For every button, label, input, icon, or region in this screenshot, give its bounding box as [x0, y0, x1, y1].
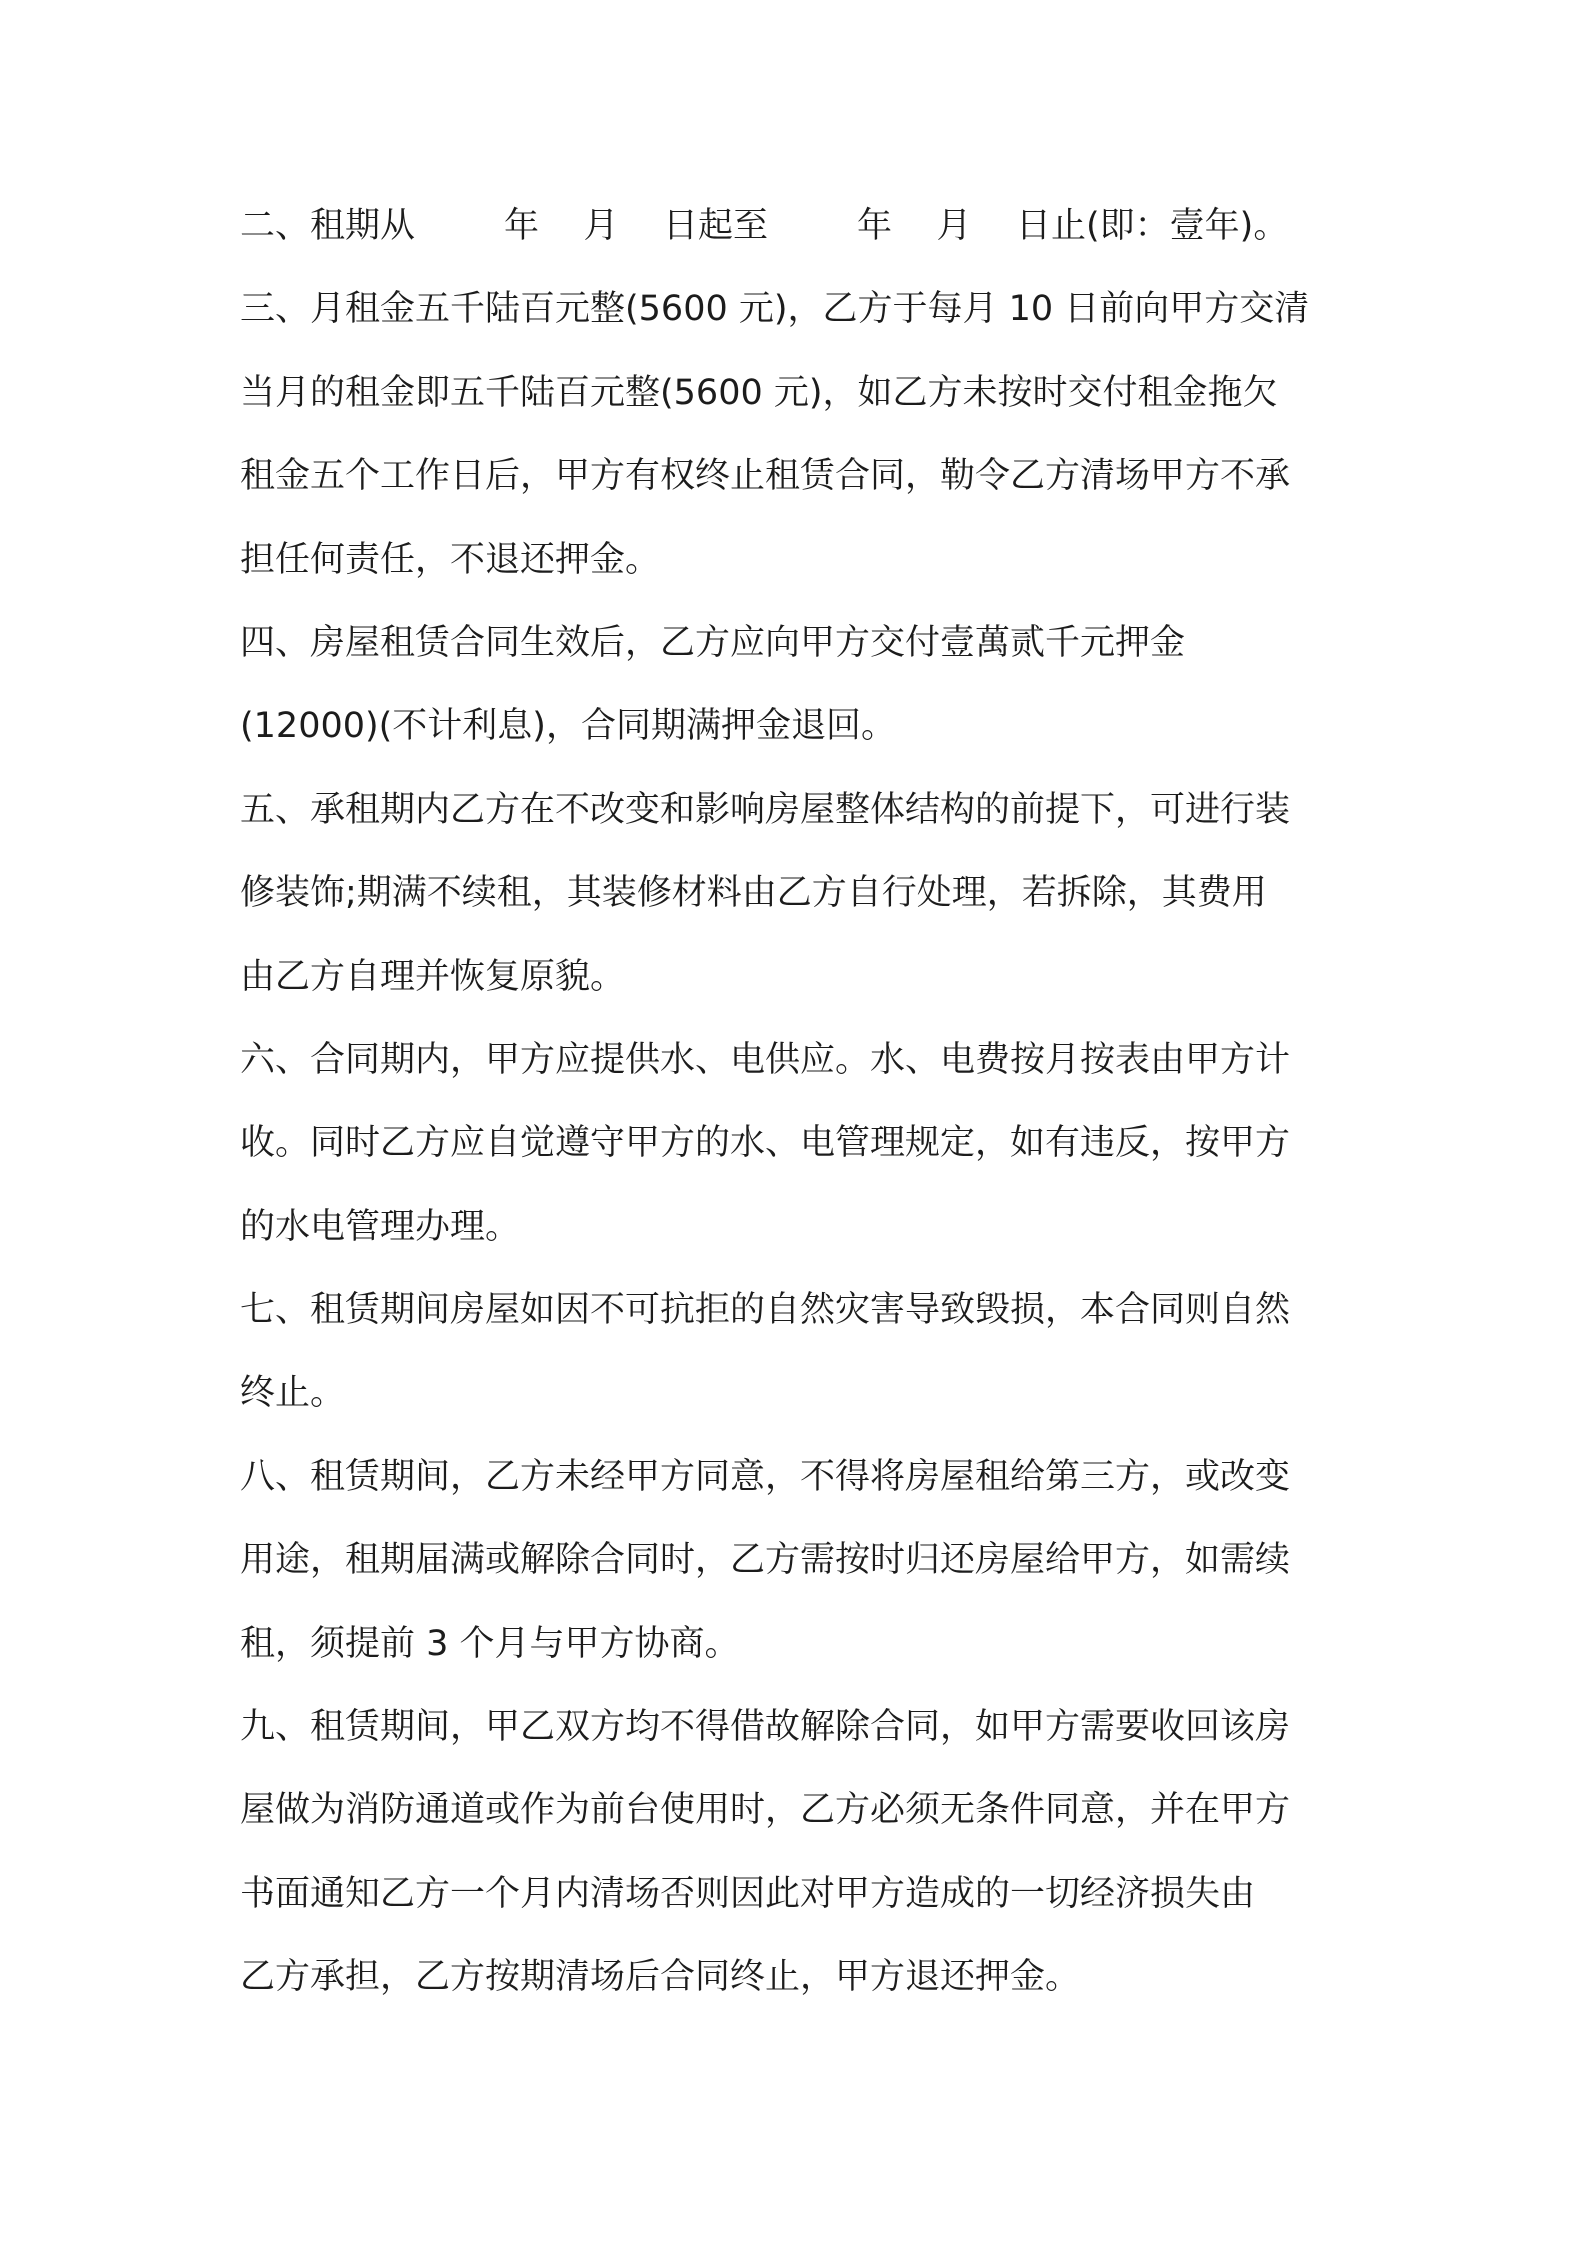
clause-2: [240, 185, 1360, 268]
text-line: 收。同时乙方应自觉遵守甲方的水、电管理规定，如有违反，按甲方: [240, 1123, 1291, 1164]
text-line: 九、租赁期间，甲乙双方均不得借故解除合同，如甲方需要收回该房: [240, 1707, 1291, 1748]
text-line: 担任何责任，不退还押金。: [240, 539, 661, 580]
text-line: (12000)(不计利息)，合同期满押金退回。: [240, 706, 896, 747]
text-line: 书面通知乙方一个月内清场否则因此对甲方造成的一切经济损失由: [240, 1873, 1256, 1914]
text-line: 二、租期从 年 月 日起至 年 月 日止(即：壹年)。: [240, 206, 1289, 246]
text-line: 当月的租金即五千陆百元整(5600 元)，如乙方未按时交付租金拖欠: [240, 372, 1278, 413]
text-line: 七、租赁期间房屋如因不可抗拒的自然灾害导致毁损，本合同则自然: [240, 1290, 1291, 1331]
text-line: 用途，租期届满或解除合同时，乙方需按时归还房屋给甲方，如需续: [240, 1540, 1291, 1581]
text-line: 终止。: [240, 1373, 346, 1414]
text-line: 修装饰;期满不续租，其装修材料由乙方自行处理，若拆除，其费用: [240, 873, 1267, 914]
text-line: 六、合同期内，甲方应提供水、电供应。水、电费按月按表由甲方计: [240, 1039, 1291, 1080]
text-line: 由乙方自理并恢复原貌。: [240, 956, 626, 997]
clause-9: [240, 1686, 1360, 2020]
text-line: 租，须提前 3 个月与甲方协商。: [240, 1623, 740, 1664]
text-line: 三、月租金五千陆百元整(5600 元)，乙方于每月 10 日前向甲方交清: [240, 289, 1310, 330]
text-line: 乙方承担，乙方按期清场后合同终止，甲方退还押金。: [240, 1957, 1081, 1998]
clause-8: [240, 1436, 1360, 1686]
text-line: 的水电管理办理。: [240, 1206, 521, 1247]
clause-3: [240, 268, 1360, 602]
clause-4: [240, 602, 1360, 769]
clause-5: [240, 769, 1360, 1019]
clause-7: [240, 1269, 1360, 1436]
text-line: 屋做为消防通道或作为前台使用时，乙方必须无条件同意，并在甲方: [240, 1790, 1291, 1831]
contract-body: [240, 185, 1360, 2020]
text-line: 五、承租期内乙方在不改变和影响房屋整体结构的前提下，可进行装: [240, 789, 1291, 830]
text-line: 八、租赁期间，乙方未经甲方同意，不得将房屋租给第三方，或改变: [240, 1456, 1291, 1497]
clause-6: [240, 1019, 1360, 1269]
text-line: 四、房屋租赁合同生效后，乙方应向甲方交付壹萬贰千元押金: [240, 622, 1186, 663]
text-line: 租金五个工作日后，甲方有权终止租赁合同，勒令乙方清场甲方不承: [240, 456, 1291, 497]
